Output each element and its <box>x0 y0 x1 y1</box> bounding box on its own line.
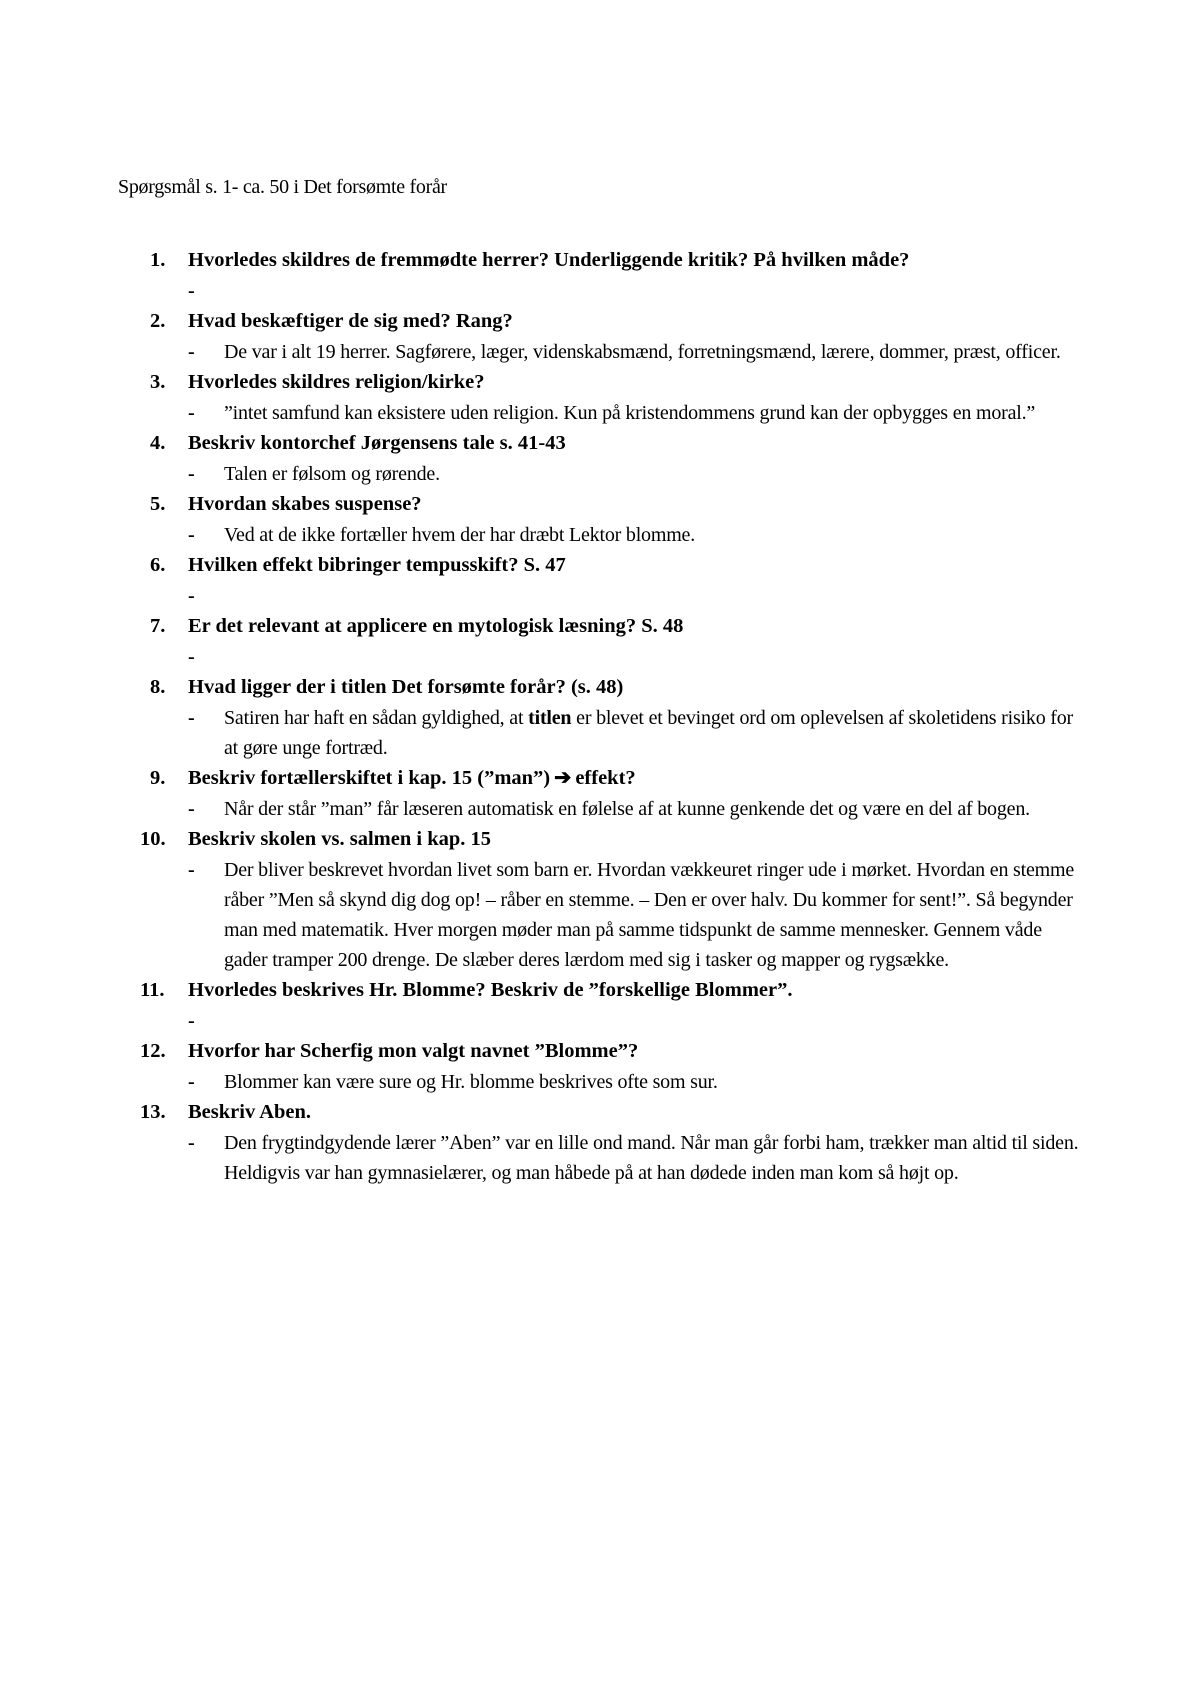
answer-text-part: Satiren har haft en sådan gyldighed, at <box>224 707 529 729</box>
question-item-13 <box>140 1097 1090 1188</box>
answer-item <box>188 794 1090 824</box>
question-number: 6. <box>150 554 166 576</box>
question-text: Hvilken effekt bibringer tempusskift? S. 47 <box>188 554 566 576</box>
question-number: 3. <box>150 371 166 393</box>
answer-text: Ved at de ikke fortæller hvem der har dræbt Lektor blomme. <box>224 524 696 546</box>
answer-text-part: er blevet et bevinget ord om oplevelsen af skoletidens risiko for at gøre unge fortræd. <box>224 707 1074 759</box>
question-text: Beskriv skolen vs. salmen i kap. 15 <box>188 828 491 850</box>
bullet-dash: - <box>188 402 195 424</box>
answer-item <box>188 1067 1090 1097</box>
bullet-dash: - <box>188 646 195 668</box>
bullet-dash: - <box>188 1071 195 1093</box>
answer-text: Den frygtindgydende lærer ”Aben” var en lille ond mand. Når man går forbi ham, trækker man altid til siden. Heldigvis var han gymnasielærer, og man håbede på at han dødede inden man kom så højt op. <box>224 1132 1079 1184</box>
question-text <box>188 763 1090 794</box>
question-item-4 <box>140 428 1090 489</box>
answer-item <box>188 855 1090 975</box>
question-item-1 <box>140 245 1090 306</box>
bullet-dash: - <box>188 341 195 363</box>
question-text: Hvad ligger der i titlen Det forsømte forår? (s. 48) <box>188 676 624 698</box>
answer-item <box>188 337 1090 367</box>
question-text: Hvorledes skildres religion/kirke? <box>188 371 485 393</box>
question-item-8 <box>140 672 1090 763</box>
question-item-10 <box>140 824 1090 975</box>
question-number: 7. <box>150 615 166 637</box>
question-number: 2. <box>150 310 166 332</box>
question-item-6 <box>140 550 1090 611</box>
answer-item <box>188 581 1090 611</box>
question-item-11 <box>140 975 1090 1036</box>
bullet-dash: - <box>188 524 195 546</box>
bullet-dash: - <box>188 1010 195 1032</box>
answer-bold-word: titlen <box>528 707 572 729</box>
question-text: Er det relevant at applicere en mytologisk læsning? S. 48 <box>188 615 684 637</box>
question-text-part: effekt? <box>575 767 636 789</box>
right-arrow-icon: ➔ <box>554 767 572 789</box>
answer-item <box>188 398 1090 428</box>
question-text: Hvorledes beskrives Hr. Blomme? Beskriv de ”forskellige Blommer”. <box>188 979 793 1001</box>
bullet-dash: - <box>188 585 195 607</box>
question-text: Hvordan skabes suspense? <box>188 493 422 515</box>
question-text: Beskriv Aben. <box>188 1101 312 1123</box>
question-number: 1. <box>150 249 166 271</box>
answer-item <box>188 703 1090 763</box>
question-number: 4. <box>150 432 166 454</box>
answer-item <box>188 520 1090 550</box>
question-text: Beskriv kontorchef Jørgensens tale s. 41-43 <box>188 432 566 454</box>
answer-item <box>188 642 1090 672</box>
question-number: 10. <box>140 828 166 850</box>
answer-text: Blommer kan være sure og Hr. blomme beskrives ofte som sur. <box>224 1071 718 1093</box>
question-text: Hvorledes skildres de fremmødte herrer? Underliggende kritik? På hvilken måde? <box>188 249 910 271</box>
question-item-7 <box>140 611 1090 672</box>
question-number: 9. <box>150 767 166 789</box>
question-item-12 <box>140 1036 1090 1097</box>
question-item-5 <box>140 489 1090 550</box>
question-number: 5. <box>150 493 166 515</box>
question-item-3 <box>140 367 1090 428</box>
question-item-2 <box>140 306 1090 367</box>
answer-text: Der bliver beskrevet hvordan livet som barn er. Hvordan vækkeuret ringer ude i mørket. Hvordan en stemme råber ”Men så skynd dig dog op! – råber en stemme. – Den er over halv. Du kommer for sent!”. Så begynder man med matematik. Hver morgen møder man på samme tidspunkt de samme mennesker. Gennem våde gader tramper 200 drenge. De slæber deres lærdom med sig i tasker og mapper og rygsække. <box>224 859 1075 971</box>
question-number: 11. <box>140 979 165 1001</box>
answer-text: Når der står ”man” får læseren automatisk en følelse af at kunne genkende det og være en del af bogen. <box>224 798 1030 820</box>
question-text: Hvorfor har Scherfig mon valgt navnet ”Blomme”? <box>188 1040 639 1062</box>
answer-text: Talen er følsom og rørende. <box>224 463 440 485</box>
answer-item <box>188 276 1090 306</box>
bullet-dash: - <box>188 280 195 302</box>
answer-text: ”intet samfund kan eksistere uden religion. Kun på kristendommens grund kan der opbygges en moral.” <box>224 402 1036 424</box>
bullet-dash: - <box>188 463 195 485</box>
question-number: 13. <box>140 1101 166 1123</box>
question-number: 8. <box>150 676 166 698</box>
document-title: Spørgsmål s. 1- ca. 50 i Det forsømte forår <box>118 176 447 198</box>
bullet-dash: - <box>188 707 195 729</box>
bullet-dash: - <box>188 1132 195 1154</box>
answer-text: De var i alt 19 herrer. Sagførere, læger, videnskabsmænd, forretningsmænd, lærere, dommer, præst, officer. <box>224 341 1061 363</box>
question-text: Hvad beskæftiger de sig med? Rang? <box>188 310 513 332</box>
question-item-9 <box>140 763 1090 824</box>
bullet-dash: - <box>188 859 195 881</box>
question-list <box>140 245 1090 1188</box>
answer-item <box>188 459 1090 489</box>
question-text-part: Beskriv fortællerskiftet i kap. 15 (”man”) <box>188 767 551 789</box>
answer-item <box>188 1128 1090 1188</box>
question-number: 12. <box>140 1040 166 1062</box>
bullet-dash: - <box>188 798 195 820</box>
answer-item <box>188 1006 1090 1036</box>
